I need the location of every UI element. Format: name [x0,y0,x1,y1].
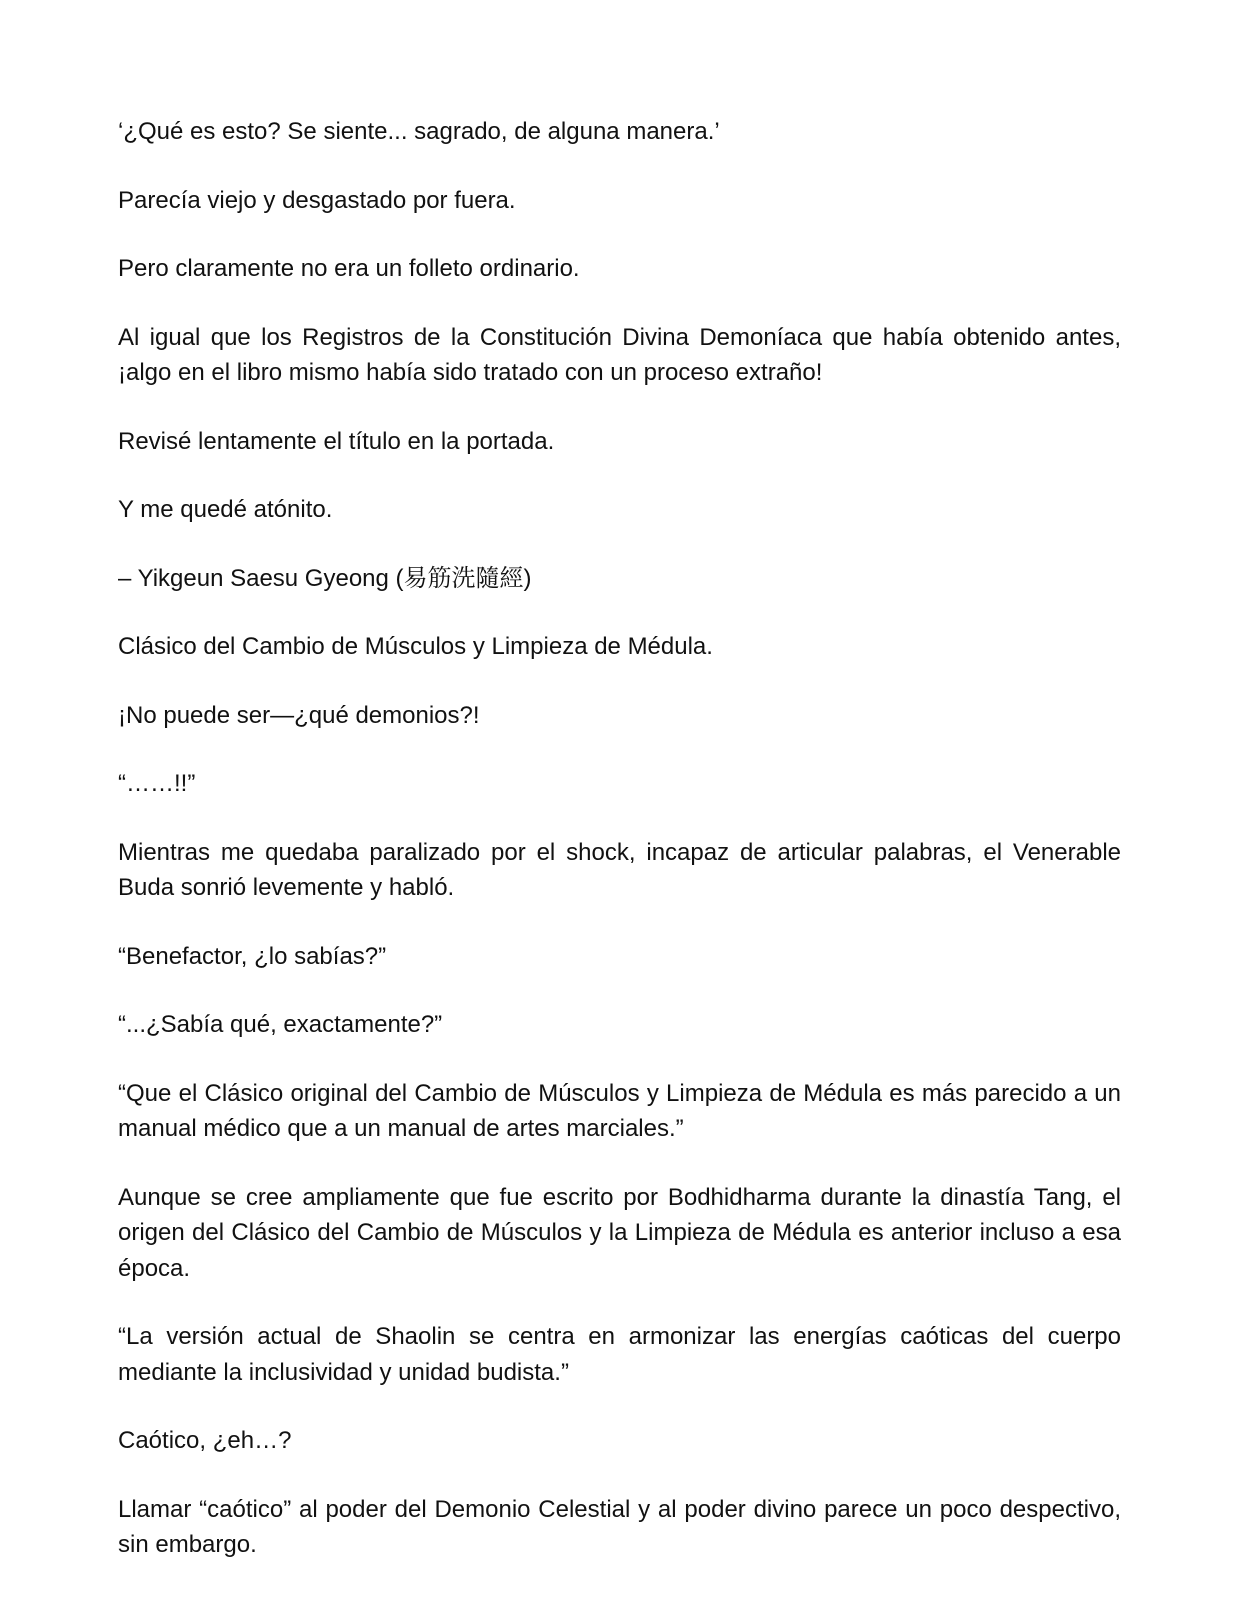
paragraph-10: “……!!” [118,770,196,797]
paragraph-18: Llamar “caótico” al poder del Demonio Celestial y al poder divino parece un poco despectivo, sin embargo. [118,1495,1121,1558]
paragraph-17: Caótico, ¿eh…? [118,1427,292,1454]
paragraph-14: “Que el Clásico original del Cambio de Músculos y Limpieza de Médula es más parecido a un manual médico que a un manual de artes marciales.” [118,1079,1121,1142]
paragraph-1: ‘¿Qué es esto? Se siente... sagrado, de alguna manera.’ [118,118,720,145]
paragraph-8: Clásico del Cambio de Músculos y Limpieza de Médula. [118,633,713,660]
paragraph-6: Y me quedé atónito. [118,496,333,523]
paragraph-13: “...¿Sabía qué, exactamente?” [118,1011,443,1038]
paragraph-9: ¡No puede ser—¿qué demonios?! [118,701,480,729]
paragraph-12: “Benefactor, ¿lo sabías?” [118,942,387,970]
paragraph-4: Al igual que los Registros de la Constitución Divina Demoníaca que había obtenido antes, ¡algo en el libro mismo había sido tratado con un proceso extraño! [118,323,1121,386]
paragraph-7: – Yikgeun Saesu Gyeong (易筋洗隨經) [118,564,532,592]
paragraph-5: Revisé lentamente el título en la portada. [118,427,555,455]
paragraph-11: Mientras me quedaba paralizado por el shock, incapaz de articular palabras, el Venerable Buda sonrió levemente y habló. [118,838,1121,901]
paragraph-15: Aunque se cree ampliamente que fue escrito por Bodhidharma durante la dinastía Tang, el origen del Clásico del Cambio de Músculos y la Limpieza de Médula es anterior incluso a esa época. [118,1183,1121,1282]
document-page [118,114,1121,1596]
paragraph-16: “La versión actual de Shaolin se centra en armonizar las energías caóticas del cuerpo mediante la inclusividad y unidad budista.” [118,1323,1121,1386]
paragraph-3: Pero claramente no era un folleto ordinario. [118,255,580,282]
paragraph-2: Parecía viejo y desgastado por fuera. [118,186,516,214]
